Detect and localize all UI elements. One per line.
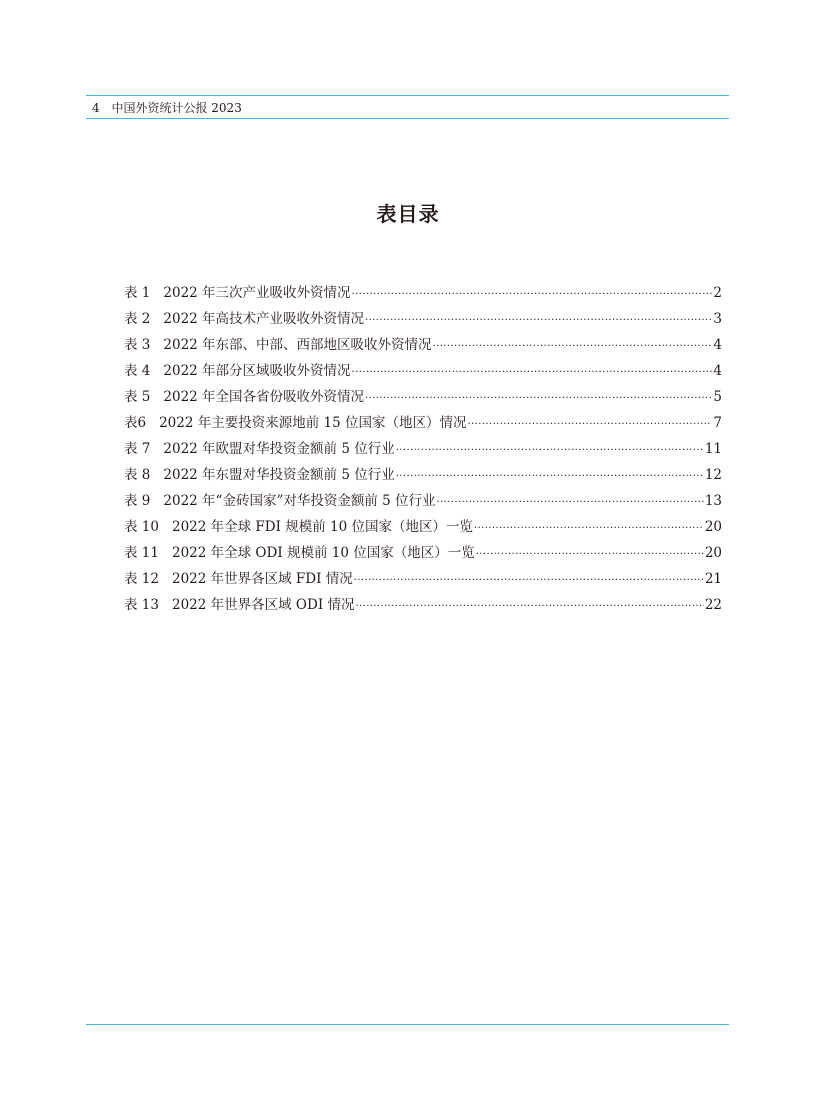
toc-entry-page: 5	[713, 389, 722, 405]
toc-entry-page: 13	[704, 493, 722, 509]
toc-entry-page: 7	[713, 415, 722, 431]
footer-rule	[86, 1024, 729, 1025]
toc-entry[interactable]	[124, 384, 722, 410]
toc-entry-number: 表 7	[124, 441, 151, 457]
toc-entry-number: 表 3	[124, 337, 151, 353]
toc-entry-text: 2022 年东部、中部、西部地区吸收外资情况	[163, 337, 432, 353]
toc-entry-number: 表6	[124, 415, 147, 431]
toc-entry-label	[124, 540, 475, 566]
toc-entry[interactable]	[124, 306, 722, 332]
toc-entry-text: 2022 年全球 ODI 规模前 10 位国家（地区）一览	[171, 545, 475, 561]
dot-leader	[355, 594, 703, 620]
toc-entry-label	[124, 384, 364, 410]
toc-entry-text: 2022 年世界各区域 FDI 情况	[171, 571, 353, 587]
toc-entry[interactable]	[124, 358, 722, 384]
toc-entry[interactable]	[124, 566, 722, 592]
toc-entry-number: 表 2	[124, 311, 151, 327]
toc-entry-text: 2022 年部分区域吸收外资情况	[163, 363, 351, 379]
toc-entry-text: 2022 年世界各区域 ODI 情况	[171, 597, 355, 613]
toc-entry[interactable]	[124, 462, 722, 488]
dot-leader	[396, 464, 704, 490]
toc-entry-number: 表 11	[124, 545, 159, 561]
dot-leader	[437, 490, 704, 516]
toc-entry-label	[124, 358, 351, 384]
toc-entry[interactable]	[124, 514, 722, 540]
toc-entry-label	[124, 462, 395, 488]
publication-title: 中国外资统计公报 2023	[111, 101, 242, 115]
dot-leader	[396, 438, 704, 464]
header-top-rule	[86, 95, 729, 96]
toc-entry-label	[124, 280, 351, 306]
toc-entry-number: 表 4	[124, 363, 151, 379]
toc-entry-label	[124, 436, 395, 462]
toc-entry-text: 2022 年主要投资来源地前 15 位国家（地区）情况	[159, 415, 467, 431]
toc-entry-page: 22	[704, 597, 722, 613]
toc-entry-number: 表 10	[124, 519, 159, 535]
toc-entry-label	[124, 410, 467, 436]
dot-leader	[365, 308, 712, 334]
toc-entry-label	[124, 332, 432, 358]
toc-entry-page: 12	[704, 467, 722, 483]
toc-entry[interactable]	[124, 332, 722, 358]
toc-entry-number: 表 13	[124, 597, 159, 613]
dot-leader	[476, 542, 704, 568]
toc-entry-page: 20	[704, 545, 722, 561]
toc-entry-text: 2022 年高技术产业吸收外资情况	[163, 311, 365, 327]
toc-entry-text: 2022 年“金砖国家”对华投资金额前 5 位行业	[163, 493, 436, 509]
header-bottom-rule	[86, 118, 729, 119]
toc-entry-number: 表 12	[124, 571, 159, 587]
toc-entry[interactable]	[124, 540, 722, 566]
toc-entry-number: 表 1	[124, 285, 151, 301]
toc-entry-number: 表 5	[124, 389, 151, 405]
toc-entry[interactable]	[124, 280, 722, 306]
toc-entry-page: 21	[704, 571, 722, 587]
toc-entry-page: 4	[713, 363, 722, 379]
toc-entry-page: 4	[713, 337, 722, 353]
page-number: 4	[92, 101, 100, 115]
toc-entry-label	[124, 566, 353, 592]
toc-entry-label	[124, 488, 436, 514]
toc-entry-label	[124, 514, 473, 540]
toc-entry[interactable]	[124, 436, 722, 462]
toc-entry-text: 2022 年东盟对华投资金额前 5 位行业	[163, 467, 395, 483]
toc-entry-text: 2022 年欧盟对华投资金额前 5 位行业	[163, 441, 395, 457]
dot-leader	[365, 386, 712, 412]
toc-entry-label	[124, 306, 364, 332]
toc-entry[interactable]	[124, 592, 722, 618]
toc-entry-page: 2	[713, 285, 722, 301]
dot-leader	[433, 334, 713, 360]
dot-leader	[474, 516, 704, 542]
dot-leader	[354, 568, 704, 594]
page-title: 表目录	[376, 202, 440, 226]
toc-entry-text: 2022 年三次产业吸收外资情况	[163, 285, 351, 301]
toc-entry-text: 2022 年全国各省份吸收外资情况	[163, 389, 365, 405]
dot-leader	[468, 412, 713, 438]
toc-entry-page: 11	[704, 441, 722, 457]
toc-entry-label	[124, 592, 354, 618]
dot-leader	[352, 360, 713, 386]
toc-entry-page: 3	[713, 311, 722, 327]
toc-entry-text: 2022 年全球 FDI 规模前 10 位国家（地区）一览	[171, 519, 473, 535]
toc-entry-page: 20	[704, 519, 722, 535]
dot-leader	[352, 282, 713, 308]
table-of-contents	[124, 280, 722, 618]
toc-entry-number: 表 8	[124, 467, 151, 483]
toc-entry-number: 表 9	[124, 493, 151, 509]
running-header	[92, 101, 242, 115]
toc-entry[interactable]	[124, 488, 722, 514]
toc-entry[interactable]	[124, 410, 722, 436]
